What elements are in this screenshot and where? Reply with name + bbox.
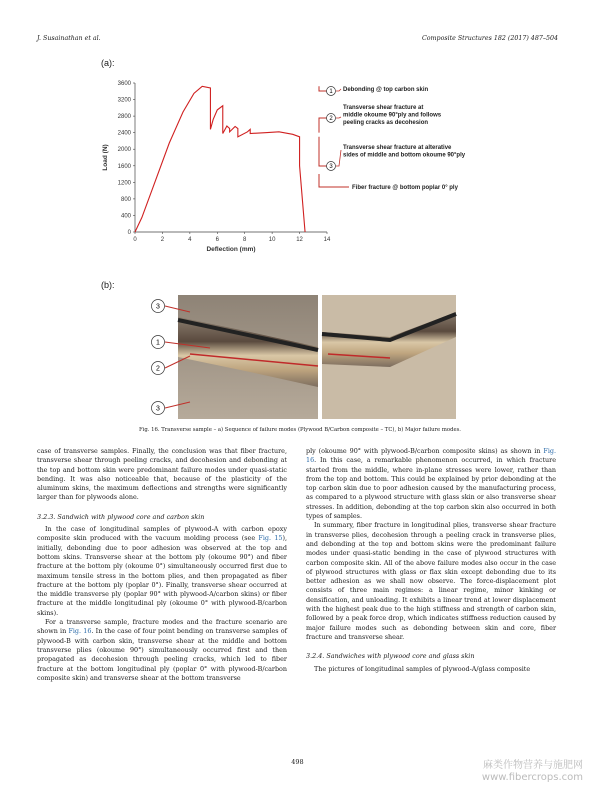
x-tick-label: 14 <box>323 237 331 243</box>
x-axis-label: Deflection (mm) <box>206 246 256 253</box>
photo-marker-number: 2 <box>156 365 160 373</box>
failure-mode-photographs <box>150 292 460 422</box>
annotation-number: 2 <box>329 116 333 123</box>
x-tick-label: 6 <box>215 237 219 243</box>
photo-marker-number: 3 <box>156 303 160 311</box>
y-tick-label: 0 <box>127 230 131 236</box>
annotation-bracket-1 <box>319 86 327 91</box>
y-tick-label: 1600 <box>117 163 131 170</box>
x-tick-label: 10 <box>268 237 276 243</box>
y-tick-label: 1200 <box>117 180 131 187</box>
fig15-link[interactable]: Fig. 15 <box>258 534 283 543</box>
chart-axes <box>102 81 331 253</box>
annotation-connector <box>336 89 341 91</box>
running-header-authors: J. Susainathan et al. <box>37 35 101 42</box>
annotation-text: Transverse shear fracture at middle okoume 90°ply and follows peeling cracks as decohesion <box>343 105 442 126</box>
x-tick-label: 4 <box>188 237 192 243</box>
annotation-bracket-3 <box>319 137 327 166</box>
x-tick-label: 12 <box>296 237 303 243</box>
annotation-connector <box>336 150 341 166</box>
left-paragraph-2: In the case of longitudinal samples of plywood-A with carbon epoxy composite skin produced with the vacuum molding process (see Fig. 15), initially, debonding due to poor adhesion was observed at the top and bottom skins. Transverse shear at the bottom ply (okoume 90°) and fiber fracture at the bottom ply (okoume 0°) simultaneously occurred first due to maximum tensile stress in the bottom plies, and then propagated as fiber fracture at the bottom ply (poplar 0°). Finally, transverse shear occurred at the middle transverse ply (poplar 90° with plywood-A/carbon skins) or fiber fracture at the middle longitudinal ply (okoume 0° with plywood-B/carbon skins). <box>37 525 288 617</box>
annotation-text: Transverse shear fracture at alterative sides of middle and bottom okoume 90°ply <box>343 145 466 159</box>
annotation-connector <box>336 117 341 118</box>
y-tick-label: 3600 <box>117 81 131 87</box>
left-column <box>37 447 287 683</box>
y-tick-label: 3200 <box>117 97 131 104</box>
annotation-text: Fiber fracture @ bottom poplar 0° ply <box>352 185 458 191</box>
x-tick-label: 0 <box>133 237 137 243</box>
y-tick-label: 2800 <box>117 114 131 121</box>
right-paragraph-3: The pictures of longitudinal samples of plywood-A/glass composite <box>314 664 531 673</box>
load-curve <box>135 86 305 232</box>
annotation-number: 1 <box>329 89 333 96</box>
annotation-bracket-2 <box>319 118 327 133</box>
left-paragraph-1: case of transverse samples. Finally, the conclusion was that fiber fracture, transverse shear through peeling cracks, and decohesion and debonding at the top and bottom skin were predominant failure modes under quasi-static bending. It was also noticeable that, because of the plasticity of the aluminum skins, the maximum deflections and strengths were significantly larger than for plywoods alone. <box>37 447 287 502</box>
section-heading-3-2-4: 3.2.4. Sandwiches with plywood core and glass skin <box>306 652 475 661</box>
section-heading-3-2-3: 3.2.3. Sandwich with plywood core and carbon skin <box>37 512 205 521</box>
load-deflection-chart <box>95 70 505 285</box>
annotation-number: 3 <box>329 164 333 171</box>
chart-annotations <box>319 86 466 191</box>
x-tick-label: 2 <box>160 237 165 243</box>
panel-a-label: (a): <box>101 58 115 68</box>
chart-series <box>135 86 305 232</box>
right-paragraph-2: In summary, fiber fracture in longitudinal plies, transverse shear fracture in transverse plies, decohesion through a peeling crack in transverse plies, and debonding at the top and bottom skins were the predominant failure modes under quasi-static bending in the case of plywood structures with carbon composite skin. All of the above failure modes also occur in the case of plywood structures with glass or flax skin except debonding due to its better adhesion as we shall now observe. The force-displacement plot consists of three main regimes: a linear regime, minor kinking or densification, and unloading. It exhibits a linear trend at lower displacement with the highest peak due to the high stiffness and strength of carbon skin, followed by a peak force drop, which indicates stiffness reduction caused by major failure modes such as debonding between skin and core, fiber fracture and transverse shear. <box>306 521 556 641</box>
fig16-link[interactable]: Fig. 16 <box>68 627 92 636</box>
page-number: 498 <box>291 758 304 766</box>
figure-caption: Fig. 16. Transverse sample – a) Sequence of failure modes (Plywood B/Carbon composite – TC), b) Major failure modes. <box>138 427 461 433</box>
panel-b-label: (b): <box>101 280 115 290</box>
x-tick-label: 8 <box>243 237 247 243</box>
photo-marker-number: 1 <box>156 339 160 347</box>
y-tick-label: 2400 <box>117 130 131 137</box>
annotation-text: Debonding @ top carbon skin <box>343 87 429 93</box>
fig16-link[interactable]: Fig. 16 <box>306 447 556 465</box>
annotation-bracket-4 <box>319 174 349 187</box>
y-tick-label: 2000 <box>117 147 131 154</box>
y-tick-label: 400 <box>120 213 131 220</box>
y-tick-label: 800 <box>120 196 131 203</box>
right-paragraph-1: ply (okoume 90° with plywood-B/carbon composite skins) as shown in Fig. 16. In this case, a remarkable phenomenon occurred, in which fracture started from the middle, where in-plane stresses were lower, rather than from the top and bottom. This could be explained by prior debonding at the top carbon skin due to poor adhesion caused by the manufacturing process, as compared to a plywood structure with glass skin or also transverse shear stresses. In addition, debonding at the top carbon skin also occurred in both types of samples. <box>306 447 556 521</box>
left-paragraph-3: For a transverse sample, fracture modes and the fracture scenario are shown in Fig. 16. In the case of four point bending on transverse samples of plywood-B with carbon skin, transverse shear at the middle and bottom transverse plies (okoume 90°) simultaneously occurred first and then propagated as decohesion through peeling cracks, which led to fiber fracture at the bottom longitudinal ply (poplar 0° with plywood-B/carbon composite skin) and transverse shear at the bottom transverse <box>37 618 287 682</box>
running-header-journal: Composite Structures 182 (2017) 487–504 <box>421 35 558 42</box>
y-axis-label: Load (N) <box>102 144 109 171</box>
watermark: 麻类作物营养与施肥网 www.fibercrops.com <box>481 760 583 783</box>
photo-marker-number: 3 <box>156 405 160 413</box>
right-column <box>306 447 556 674</box>
